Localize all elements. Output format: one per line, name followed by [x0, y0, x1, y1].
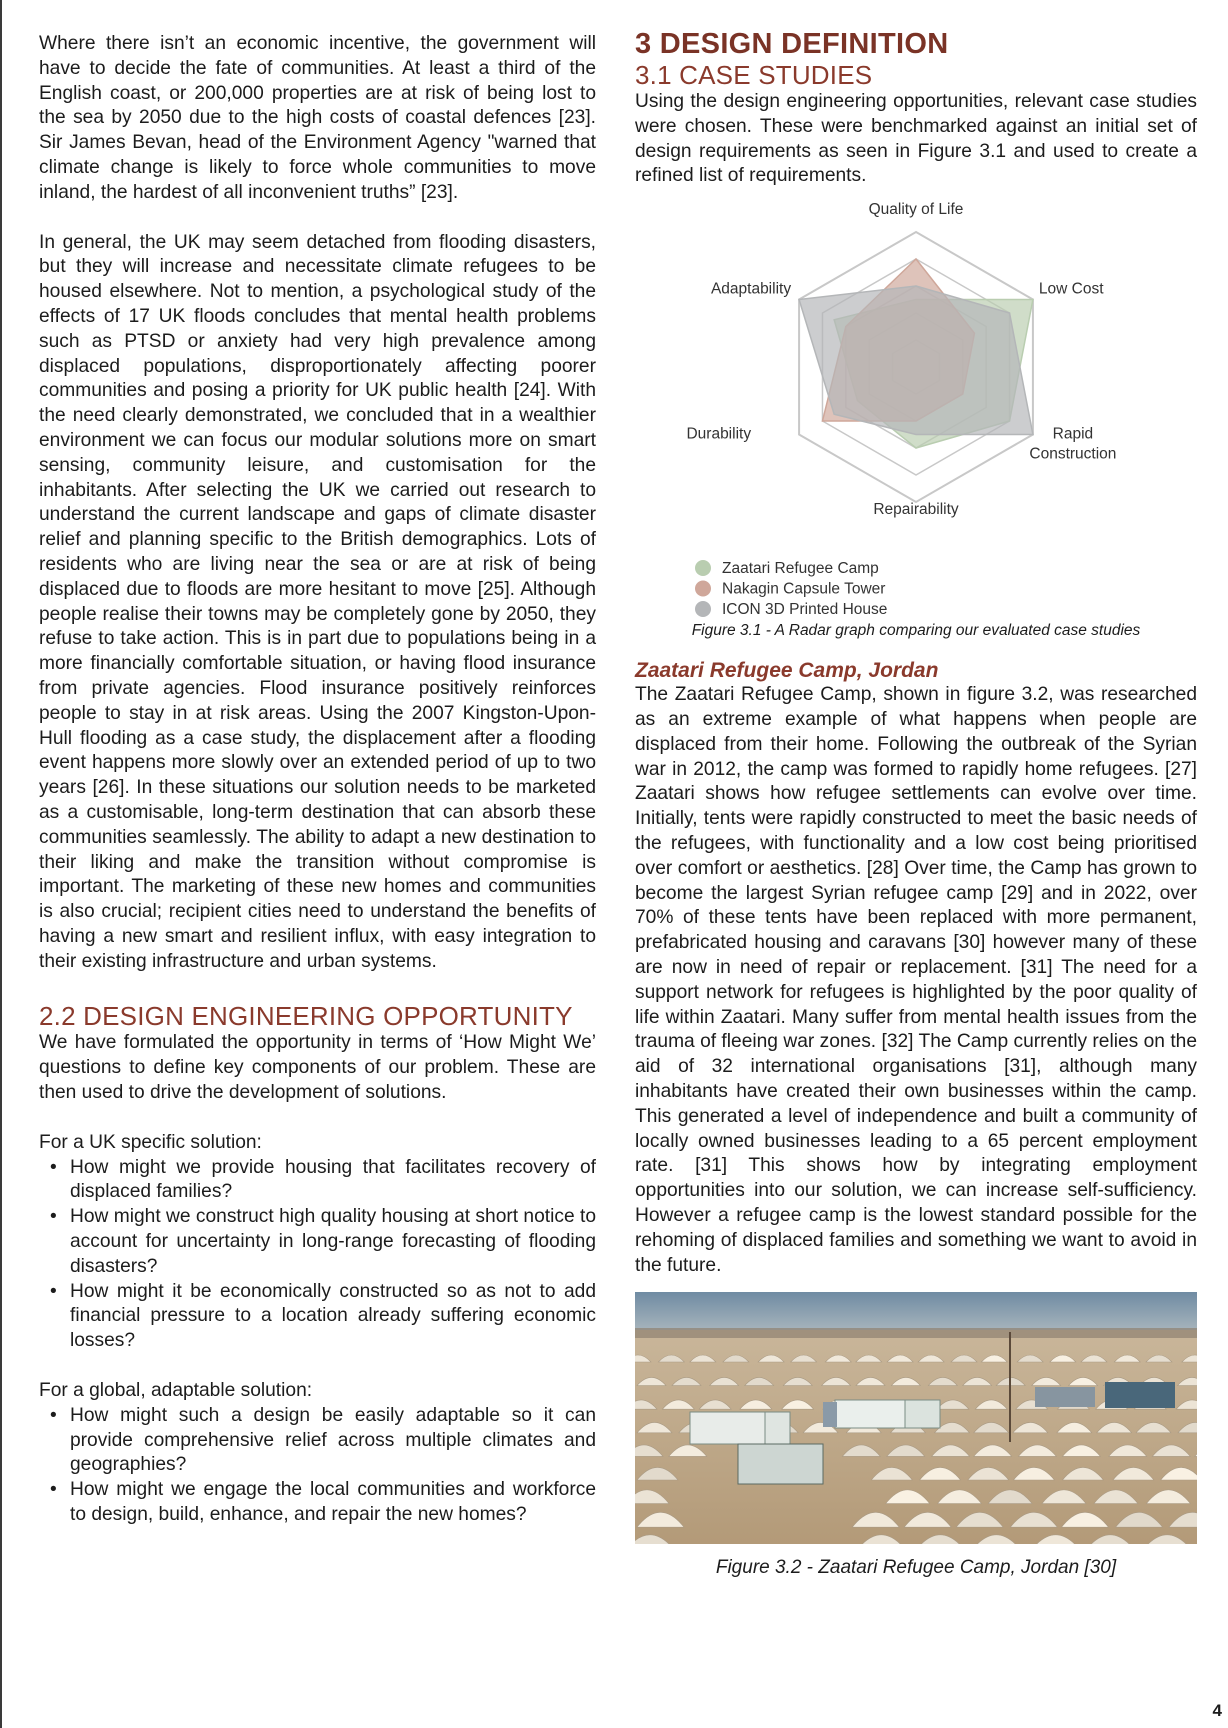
figure-3-2-caption: Figure 3.2 - Zaatari Refugee Camp, Jordan [30]	[715, 1557, 1117, 1579]
photo-sky	[635, 1292, 1197, 1332]
legend-swatch	[695, 581, 711, 597]
paragraph-case-studies-intro: Using the design engineering opportunities, relevant case studies were chosen. These were benchmarked against an initial set of design requirements as seen in Figure 3.1 and used to create a refined list of requirements.	[635, 91, 1197, 187]
radar-axis-label: Repairability	[873, 501, 959, 519]
right-column	[635, 28, 1197, 1581]
heading-design-engineering-opportunity: 2.2 DESIGN ENGINEERING OPPORTUNITY	[39, 1001, 573, 1032]
legend-swatch	[695, 560, 711, 576]
paragraph-how-might-we: We have formulated the opportunity in terms of ‘How Might We’ questions to define key components of our problem. These are then used to drive the development of solutions.	[39, 1032, 596, 1104]
legend-label: Zaatari Refugee Camp	[722, 560, 879, 578]
left-column	[39, 32, 596, 1528]
heading-case-studies: 3.1 CASE STUDIES	[635, 60, 873, 90]
uk-solution-label: For a UK specific solution:	[39, 1131, 262, 1153]
zaatari-camp-photo	[635, 1292, 1197, 1544]
radar-chart	[635, 189, 1197, 629]
radar-axis-label: Quality of Life	[868, 201, 964, 219]
page-edge-rule	[0, 0, 2, 1728]
heading-zaatari: Zaatari Refugee Camp, Jordan	[635, 659, 939, 683]
list-item: • How might we construct high quality housing at short notice to account for uncertainty in long-range forecasting of flooding disasters?	[39, 1205, 596, 1279]
page-number: 4	[1212, 1701, 1222, 1720]
heading-design-definition: 3 DESIGN DEFINITION	[635, 28, 949, 60]
radar-axis-label: Durability	[686, 425, 752, 443]
legend-label: ICON 3D Printed House	[722, 601, 888, 619]
radar-chart-svg	[635, 189, 1197, 629]
global-questions-list	[39, 1404, 596, 1528]
paragraph-coastal-risk: Where there isn’t an economic incentive, the government will have to decide the fate of communities. At least a third of the English coast, or 200,000 properties are at risk of being lost to the sea by 2050 due to the high costs of coastal defences [23]. Sir James Bevan, head of the Environment Agency "warned that climate change is likely to force whole communities to move inland, the hardest of all inconvenient truths” [23].	[39, 33, 596, 203]
paragraph-uk-flooding: In general, the UK may seem detached from flooding disasters, but they will increase and necessitate climate refugees to be housed elsewhere. Not to mention, a psychological study of the effects of 17 UK floods concludes that mental health problems such as PTSD or anxiety had very high prevalence among displaced populations, disproportionately affecting poorer communities and posing a priority for UK public health [24]. With the need clearly demonstrated, we concluded that in a wealthier environment we can focus our modular solutions more on smart sensing, community leisure, and customisation for the inhabitants. After selecting the UK we carried out research to understand the current landscape and gaps of climate disaster relief and planning specific to the British demographics. Lots of residents who are living near the sea or are at risk of being displaced due to floods are more hesitant to move [25]. Although people realise their towns may be completely gone by 2050, they refuse to take action. This is in part due to populations being in a more financially comfortable situation, or having flood insurance from private agencies. Flood insurance positively reinforces people to stay in at risk areas. Using the 2007 Kingston-Upon-Hull flooding as a case study, the displacement after a flooding event happens more slowly over an extended period of up to two years [26]. In these situations our solution needs to be marketed as a customisable, long-term destination that can absorb these communities seamlessly. The ability to adapt a new destination to their liking and make the transition without compromise is important. The marketing of these new homes and communities is also crucial; recipient cities need to understand the benefits of having a new smart and resilient influx, with easy integration to their existing infrastructure and urban systems.	[39, 231, 596, 972]
paragraph-zaatari: The Zaatari Refugee Camp, shown in figure 3.2, was researched as an extreme example of what happens when people are displaced from their home. Following the outbreak of the Syrian war in 2012, the camp was formed to rapidly home refugees. [27] Zaatari shows how refugee settlements can evolve over time. Initially, tents were rapidly constructed to meet the basic needs of the refugees, with functionality and a low cost being prioritised over comfort or aesthetics. [28] Over time, the Camp has grown to become the largest Syrian refugee camp [29] and in 2022, over 70% of these tents have been replaced with more permanent, prefabricated housing and caravans [30] however many of these are now in need of repair or replacement. [31] The need for a support network for refugees is highlighted by the poor quality of life within Zaatari. Many suffer from mental health issues from the trauma of fleeing war zones. [32] The Camp currently relies on the aid of 32 international organisations [31], although many inhabitants have created their own businesses within the camp. This generated a level of independence and built a community of locally owned businesses leading to a 65 percent employment rate. [31] This shows how by integrating employment opportunities into our solution, we can increase self-sufficiency. However a refugee camp is the lowest standard possible for the rehoming of displaced families and something we want to avoid in the future.	[635, 684, 1197, 1276]
list-item: • How might we provide housing that facilitates recovery of displaced families?	[39, 1156, 596, 1206]
uk-questions-list	[39, 1156, 596, 1354]
legend-label: Nakagin Capsule Tower	[722, 580, 886, 598]
radar-axis-label: Rapid Construction	[1029, 425, 1117, 463]
figure-3-1-caption: Figure 3.1 - A Radar graph comparing our evaluated case studies	[691, 622, 1141, 640]
global-solution-label: For a global, adaptable solution:	[39, 1380, 313, 1402]
list-item: • How might we engage the local communities and workforce to design, build, enhance, and repair the new homes?	[39, 1478, 596, 1528]
radar-axis-label: Adaptability	[710, 280, 792, 298]
list-item: • How might such a design be easily adaptable so it can provide comprehensive relief across multiple climates and geographies?	[39, 1404, 596, 1478]
radar-axis-label: Low Cost	[1038, 280, 1104, 298]
list-item: • How might it be economically constructed so as not to add financial pressure to a location already suffering economic losses?	[39, 1280, 596, 1354]
legend-swatch	[695, 601, 711, 617]
